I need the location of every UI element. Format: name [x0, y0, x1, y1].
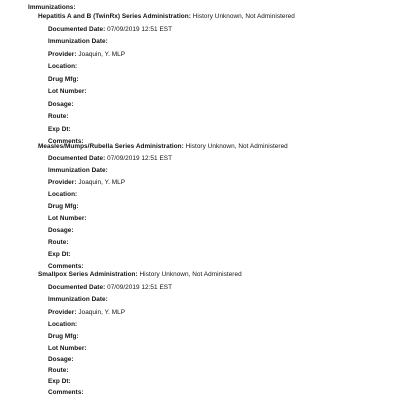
field-location: [48, 321, 77, 329]
field-documented-date: [48, 155, 172, 163]
field-value: Joaquin, Y. MLP: [78, 179, 126, 186]
field-label: Route:: [48, 239, 69, 246]
field-route: [48, 367, 69, 375]
field-location: [48, 191, 77, 199]
field-label: Documented Date:: [48, 26, 106, 33]
field-value: Joaquin, Y. MLP: [78, 309, 126, 316]
field-route: [48, 113, 69, 121]
field-exp-dt: [48, 251, 71, 259]
field-drug-mfg: [48, 76, 79, 84]
field-label: Exp Dt:: [48, 251, 71, 258]
field-value: 07/09/2019 12:51 EST: [107, 284, 173, 291]
field-drug-mfg: [48, 333, 79, 341]
field-label: Immunization Date:: [48, 38, 108, 45]
field-documented-date: [48, 26, 172, 34]
field-label: Route:: [48, 113, 69, 120]
field-dosage: [48, 101, 74, 109]
field-value: 07/09/2019 12:51 EST: [107, 26, 173, 33]
field-immunization-date: [48, 38, 108, 46]
field-provider: [48, 309, 125, 317]
immunizations-heading: Immunizations:: [28, 4, 76, 11]
field-label: Documented Date:: [48, 155, 106, 162]
field-label: Immunization Date:: [48, 296, 108, 303]
field-label: Provider:: [48, 179, 77, 186]
section-title-hepatitis: [38, 13, 295, 21]
field-immunization-date: [48, 167, 108, 175]
field-label: Comments:: [48, 263, 84, 270]
section-title-smallpox: [38, 271, 242, 279]
field-label: Drug Mfg:: [48, 203, 79, 210]
field-immunization-date: [48, 296, 108, 304]
field-exp-dt: [48, 378, 71, 386]
field-drug-mfg: [48, 203, 79, 211]
field-provider: [48, 179, 125, 187]
section-title-mmr: [38, 143, 288, 151]
field-label: Comments:: [48, 389, 84, 396]
section-title-label: Smallpox Series Administration:: [38, 271, 138, 278]
field-dosage: [48, 227, 74, 235]
field-route: [48, 239, 69, 247]
field-provider: [48, 51, 125, 59]
field-label: Exp Dt:: [48, 378, 71, 385]
field-label: Location:: [48, 321, 78, 328]
section-status: History Unknown, Not Administered: [192, 13, 295, 20]
field-label: Drug Mfg:: [48, 333, 79, 340]
field-exp-dt: [48, 126, 71, 134]
field-label: Lot Number:: [48, 345, 87, 352]
field-label: Lot Number:: [48, 88, 87, 95]
field-label: Immunization Date:: [48, 167, 108, 174]
field-label: Documented Date:: [48, 284, 106, 291]
field-label: Location:: [48, 63, 78, 70]
field-dosage: [48, 356, 74, 364]
field-label: Route:: [48, 367, 69, 374]
field-label: Comments:: [48, 138, 84, 145]
field-location: [48, 63, 77, 71]
field-lot-number: [48, 345, 87, 353]
field-value: 07/09/2019 12:51 EST: [107, 155, 173, 162]
field-label: Location:: [48, 191, 78, 198]
field-label: Dosage:: [48, 101, 74, 108]
field-comments: [48, 389, 84, 397]
field-label: Exp Dt:: [48, 126, 71, 133]
field-label: Provider:: [48, 309, 77, 316]
section-status: History Unknown, Not Administered: [139, 271, 242, 278]
field-lot-number: [48, 215, 87, 223]
field-label: Dosage:: [48, 227, 74, 234]
field-value: Joaquin, Y. MLP: [78, 51, 126, 58]
field-label: Provider:: [48, 51, 77, 58]
section-title-label: Measles/Mumps/Rubella Series Administration:: [38, 143, 184, 150]
section-status: History Unknown, Not Administered: [185, 143, 288, 150]
field-label: Lot Number:: [48, 215, 87, 222]
field-documented-date: [48, 284, 172, 292]
section-title-label: Hepatitis A and B (TwinRx) Series Administration:: [38, 13, 191, 20]
field-label: Dosage:: [48, 356, 74, 363]
field-label: Drug Mfg:: [48, 76, 79, 83]
field-lot-number: [48, 88, 87, 96]
field-comments: [48, 263, 84, 271]
